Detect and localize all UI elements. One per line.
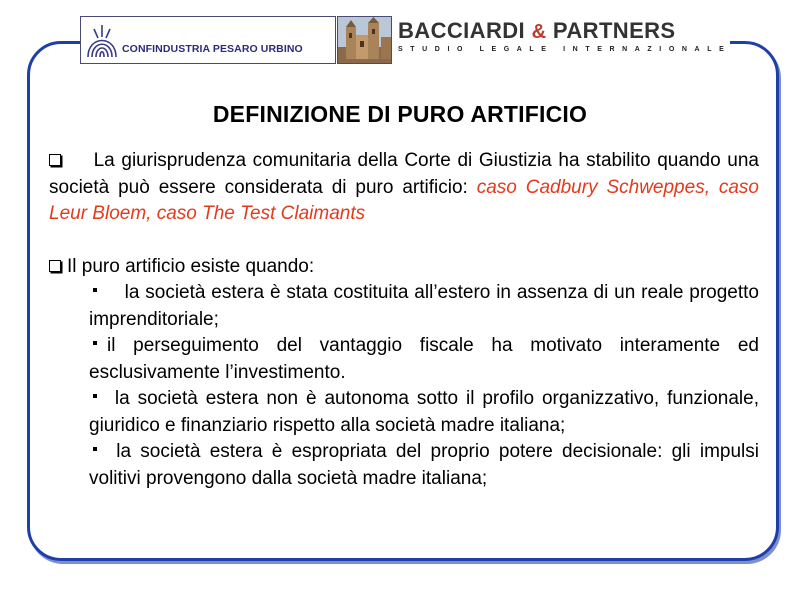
brand-subtitle: STUDIO LEGALE INTERNAZIONALE [398, 46, 732, 53]
square-bullet-icon [93, 288, 97, 292]
confindustria-emblem-icon [85, 21, 119, 59]
confindustria-label: CONFINDUSTRIA PESARO URBINO [122, 43, 303, 55]
square-bullet-icon [93, 447, 97, 451]
confindustria-logo [80, 16, 336, 64]
condition-lead: Il puro artificio esiste quando: [67, 255, 315, 277]
list-item: la società estera è stata costituita all’estero in assenza di un reale progetto imprenditoriale; [89, 282, 759, 330]
intro-cases: caso Cadbury Schweppes, caso Leur Bloem, caso The Test Claimants [49, 176, 759, 224]
square-bullet-icon [93, 341, 97, 345]
bacciardi-partners-logo [398, 18, 733, 53]
slide-body [49, 148, 759, 492]
brand-name-left: BACCIARDI [398, 18, 526, 43]
header-logos [80, 16, 730, 66]
condition-lead-line [49, 254, 759, 281]
intro-paragraph [49, 148, 759, 228]
list-item: il perseguimento del vantaggio fiscale ha motivato interamente ed esclusivamente l’investimento. [89, 335, 759, 383]
brand-name-right: PARTNERS [552, 18, 676, 43]
checkbox-bullet-icon [49, 260, 61, 272]
checkbox-bullet-icon [49, 154, 61, 166]
spacer [49, 228, 759, 254]
building-photo [337, 16, 392, 64]
building-photo-icon [338, 17, 392, 64]
conditions-list [49, 280, 759, 492]
list-item: la società estera non è autonoma sotto il profilo organizzativo, funzionale, giuridico e finanziario rispetto alla società madre italiana; [89, 388, 759, 436]
square-bullet-icon [93, 394, 97, 398]
slide-title: DEFINIZIONE DI PURO ARTIFICIO [212, 101, 588, 127]
list-item: la società estera è espropriata del proprio potere decisionale: gli impulsi volitivi provengono dalla società madre italiana; [89, 441, 759, 489]
brand-title [398, 18, 733, 44]
brand-ampersand: & [531, 21, 547, 43]
intro-text: La giurisprudenza comunitaria della Corte di Giustizia ha stabilito quando una società può essere considerata di puro artificio: [49, 150, 759, 198]
